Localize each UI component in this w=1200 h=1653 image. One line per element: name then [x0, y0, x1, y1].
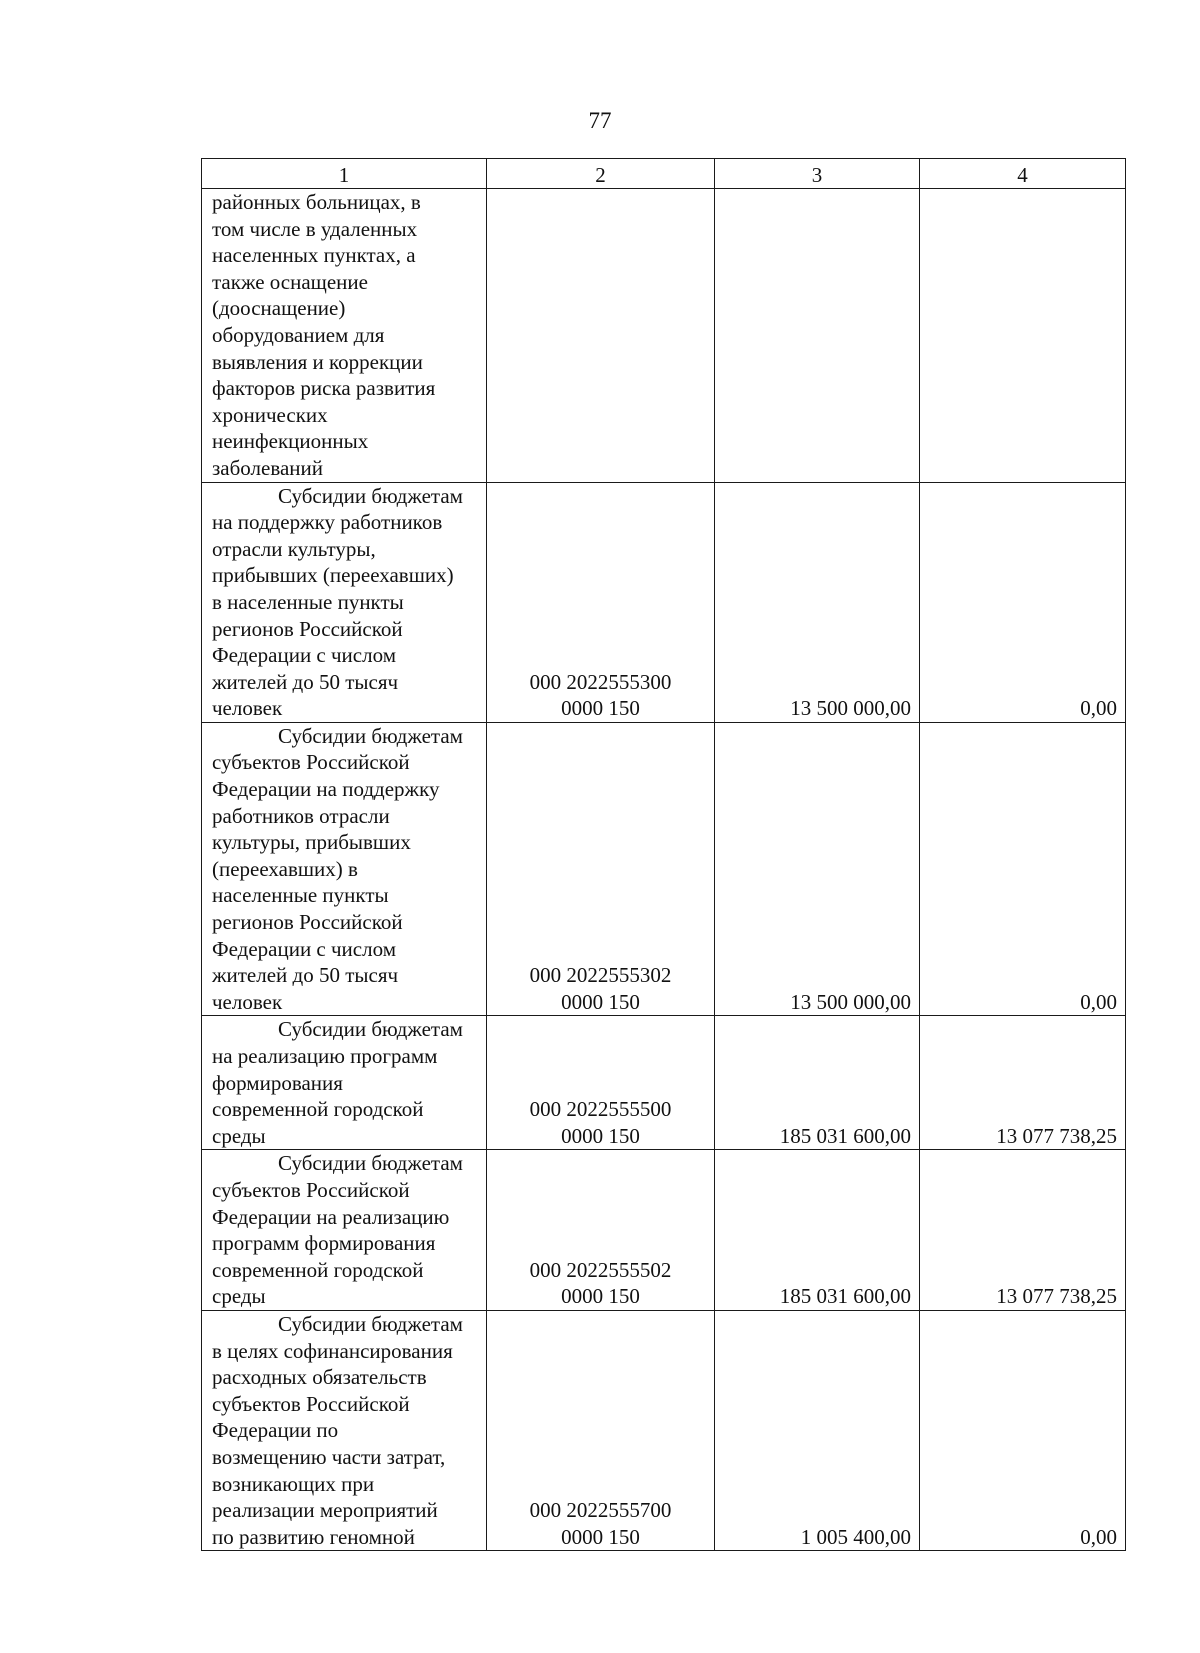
description-line: выявления и коррекции — [212, 349, 423, 374]
description-line: жителей до 50 тысяч — [212, 669, 399, 694]
description-line: в целях софинансирования — [212, 1338, 453, 1363]
table-row — [202, 722, 1126, 1016]
description-line: неинфекционных — [212, 429, 369, 454]
description-line: на поддержку работников — [212, 510, 443, 535]
budget-code-line: 000 2022555300 — [529, 669, 672, 694]
description-line: возмещению части затрат, — [212, 1444, 446, 1469]
description-line: возникающих при — [212, 1471, 375, 1496]
description-line: (дооснащение) — [212, 296, 346, 321]
description-line: расходных обязательств — [212, 1365, 427, 1390]
budget-code-line: 0000 150 — [561, 989, 640, 1014]
row-description-cell — [202, 722, 487, 1016]
row-value-col3: 1 005 400,00 — [715, 1310, 920, 1550]
description-line: современной городской — [212, 1257, 424, 1282]
description-line: Федерации по — [212, 1418, 339, 1443]
description-line: по развитию геномной — [212, 1524, 415, 1549]
description-line: регионов Российской — [212, 910, 403, 935]
row-value-col4 — [920, 189, 1126, 483]
description-line: отрасли культуры, — [212, 536, 376, 561]
page-number: 77 — [588, 108, 612, 133]
table-row — [202, 482, 1126, 722]
column-header-3: 3 — [715, 159, 920, 189]
row-description — [212, 1150, 482, 1310]
description-line: Субсидии бюджетам — [278, 483, 463, 508]
budget-table — [201, 158, 1126, 1551]
description-line: также оснащение — [212, 269, 368, 294]
description-line: оборудованием для — [212, 322, 385, 347]
description-line: культуры, прибывших — [212, 830, 411, 855]
description-line: формирования — [212, 1070, 343, 1095]
description-line: заболеваний — [212, 455, 323, 480]
description-line: среды — [212, 1123, 266, 1148]
row-description-cell — [202, 1310, 487, 1550]
description-line: Федерации на реализацию — [212, 1204, 450, 1229]
budget-code-line: 000 2022555700 — [529, 1498, 672, 1523]
row-value-col4: 13 077 738,25 — [920, 1150, 1126, 1311]
description-line: регионов Российской — [212, 616, 403, 641]
description-line: в населенные пункты — [212, 589, 404, 614]
budget-code-line: 0000 150 — [561, 1123, 640, 1148]
description-line: среды — [212, 1284, 266, 1309]
description-line: Субсидии бюджетам — [278, 1017, 463, 1042]
row-value-col3: 185 031 600,00 — [715, 1150, 920, 1311]
row-value-col3: 13 500 000,00 — [715, 482, 920, 722]
row-description — [212, 483, 482, 722]
table-row — [202, 1150, 1126, 1311]
description-line: реализации мероприятий — [212, 1498, 438, 1523]
row-code-cell — [487, 189, 715, 483]
budget-code-line: 000 2022555500 — [529, 1097, 672, 1122]
description-line: Федерации с числом — [212, 643, 396, 668]
description-line: факторов риска развития — [212, 376, 436, 401]
row-description — [212, 1311, 482, 1550]
budget-code-line: 000 2022555302 — [529, 963, 672, 988]
table-body — [202, 189, 1126, 1551]
row-description-cell — [202, 1016, 487, 1150]
column-header-1: 1 — [202, 159, 487, 189]
row-code-cell — [487, 1150, 715, 1311]
row-value-col4: 13 077 738,25 — [920, 1016, 1126, 1150]
table-header-row — [202, 159, 1126, 189]
row-description — [212, 1016, 482, 1149]
description-line: населенные пункты — [212, 883, 389, 908]
description-line: хронических — [212, 402, 328, 427]
description-line: программ формирования — [212, 1231, 436, 1256]
row-value-col3: 13 500 000,00 — [715, 722, 920, 1016]
budget-code-line: 000 2022555502 — [529, 1257, 672, 1282]
row-description — [212, 189, 482, 482]
description-line: районных больницах, в — [212, 190, 421, 214]
column-header-4: 4 — [920, 159, 1126, 189]
description-line: человек — [212, 696, 283, 721]
row-code-cell — [487, 1016, 715, 1150]
column-header-2: 2 — [487, 159, 715, 189]
description-line: современной городской — [212, 1097, 424, 1122]
description-line: Федерации с числом — [212, 936, 396, 961]
description-line: Субсидии бюджетам — [278, 1151, 463, 1176]
table-row — [202, 1310, 1126, 1550]
description-line: Федерации на поддержку — [212, 777, 440, 802]
budget-code-line: 0000 150 — [561, 1284, 640, 1309]
row-value-col3: 185 031 600,00 — [715, 1016, 920, 1150]
row-value-col3 — [715, 189, 920, 483]
description-line: субъектов Российской — [212, 750, 410, 775]
description-line: том числе в удаленных — [212, 216, 418, 241]
description-line: человек — [212, 989, 283, 1014]
row-value-col4: 0,00 — [920, 722, 1126, 1016]
description-line: прибывших (переехавших) — [212, 563, 454, 588]
description-line: жителей до 50 тысяч — [212, 963, 399, 988]
row-code-cell — [487, 482, 715, 722]
description-line: работников отрасли — [212, 803, 390, 828]
row-value-col4: 0,00 — [920, 482, 1126, 722]
description-line: субъектов Российской — [212, 1391, 410, 1416]
row-description-cell — [202, 189, 487, 483]
row-description-cell — [202, 1150, 487, 1311]
description-line: населенных пунктах, а — [212, 243, 416, 268]
description-line: субъектов Российской — [212, 1177, 410, 1202]
row-value-col4: 0,00 — [920, 1310, 1126, 1550]
description-line: Субсидии бюджетам — [278, 1311, 463, 1336]
description-line: Субсидии бюджетам — [278, 723, 463, 748]
row-code-cell — [487, 722, 715, 1016]
row-code-cell — [487, 1310, 715, 1550]
budget-code-line: 0000 150 — [561, 696, 640, 721]
table-row — [202, 189, 1126, 483]
row-description-cell — [202, 482, 487, 722]
description-line: на реализацию программ — [212, 1044, 438, 1068]
description-line: (переехавших) в — [212, 856, 358, 881]
table-row — [202, 1016, 1126, 1150]
budget-code-line: 0000 150 — [561, 1524, 640, 1549]
row-description — [212, 723, 482, 1016]
